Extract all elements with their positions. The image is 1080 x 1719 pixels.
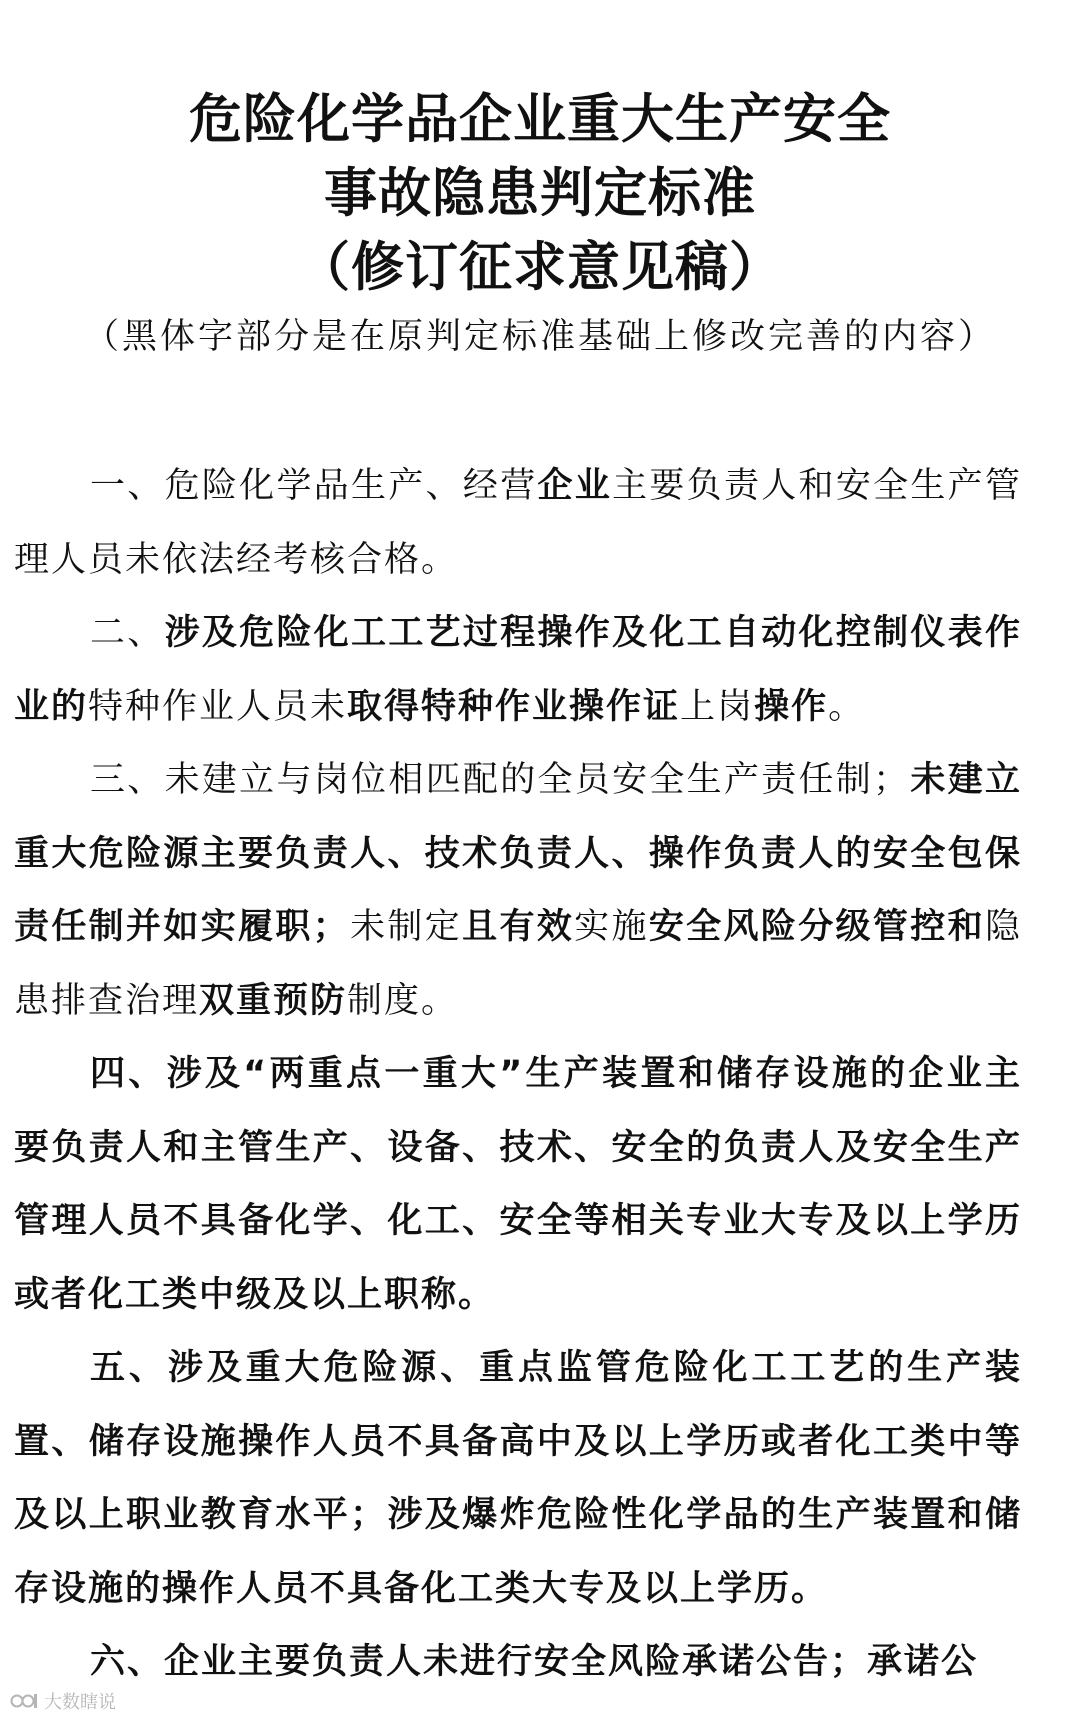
paragraph-segment: 上岗 xyxy=(680,686,755,727)
paragraph-segment: 企业 xyxy=(537,466,613,506)
paragraph-segment: 四、涉及“两重点一重大”生产装置和储存设施的企业主要负责人和主管生产、设备、技术、安全的负责人及安全生产管理人员不具备化学、化工、安全等相关专业大专及以上学历或者化工类中级及以上职称。 xyxy=(14,1054,1022,1315)
paragraph-segment: 三、未建立与岗位相匹配的全员安全生产责任制； xyxy=(90,760,911,800)
paragraph-segment: 未建立重大危险源主要负责人、技术负责人、操作负责人的安全包保责任制并如实履职； xyxy=(14,760,1022,947)
paragraph-segment: 实施 xyxy=(574,907,649,947)
document-title xyxy=(0,82,1080,304)
paragraph-segment: 一、危险化学品生产、经营 xyxy=(90,466,538,506)
watermark-text: 大数瞎说 xyxy=(44,1692,116,1713)
paragraph-segment: 隐患排查治理 xyxy=(14,907,1022,1021)
paragraph-segment: 涉及危险化工工艺过程操作及化工自动化控制仪表作业的 xyxy=(14,613,1022,727)
paragraph-5 xyxy=(14,1332,1022,1626)
title-line-3: （修订征求意见稿） xyxy=(297,236,783,298)
paragraph-segment: 操作 xyxy=(754,686,829,727)
paragraph-segment: 特种作业人员未 xyxy=(88,686,348,727)
paragraph-segment: 六、企业主要负责人未进行安全风险承诺公告；承诺公 xyxy=(90,1642,979,1682)
logo-mark-icon xyxy=(10,1690,38,1712)
paragraph-segment: 二、 xyxy=(90,613,165,653)
title-line-2: 事故隐患判定标准 xyxy=(324,162,756,224)
title-line-1: 危险化学品企业重大生产安全 xyxy=(189,88,891,150)
document-body xyxy=(14,450,1022,1700)
paragraph-segment: 未制定 xyxy=(349,907,463,947)
watermark xyxy=(10,1688,116,1714)
paragraph-segment: 制度。 xyxy=(347,980,459,1021)
paragraph-2 xyxy=(14,597,1022,744)
document-subtitle: （黑体字部分是在原判定标准基础上修改完善的内容） xyxy=(83,317,996,357)
paragraph-1 xyxy=(14,450,1022,597)
paragraph-6 xyxy=(14,1626,1022,1700)
paragraph-3 xyxy=(14,744,1022,1038)
paragraph-segment: 双重预防 xyxy=(199,980,348,1021)
paragraph-segment: 安全风险分级管控和 xyxy=(648,907,985,947)
paragraph-segment: 主要负责人和安全生产管理人员未依法经考核合格。 xyxy=(14,466,1022,580)
paragraph-4 xyxy=(14,1038,1022,1332)
paragraph-segment: 。 xyxy=(828,686,866,727)
paragraph-segment: 取得特种作业操作证 xyxy=(347,686,681,727)
paragraph-segment: 五、涉及重大危险源、重点监管危险化工工艺的生产装置、储存设施操作人员不具备高中及以上学历或者化工类中等及以上职业教育水平；涉及爆炸危险性化学品的生产装置和储存设施的操作人员不具备化工类大专及以上学历。 xyxy=(14,1348,1022,1609)
paragraph-segment: 且有效 xyxy=(462,907,575,947)
